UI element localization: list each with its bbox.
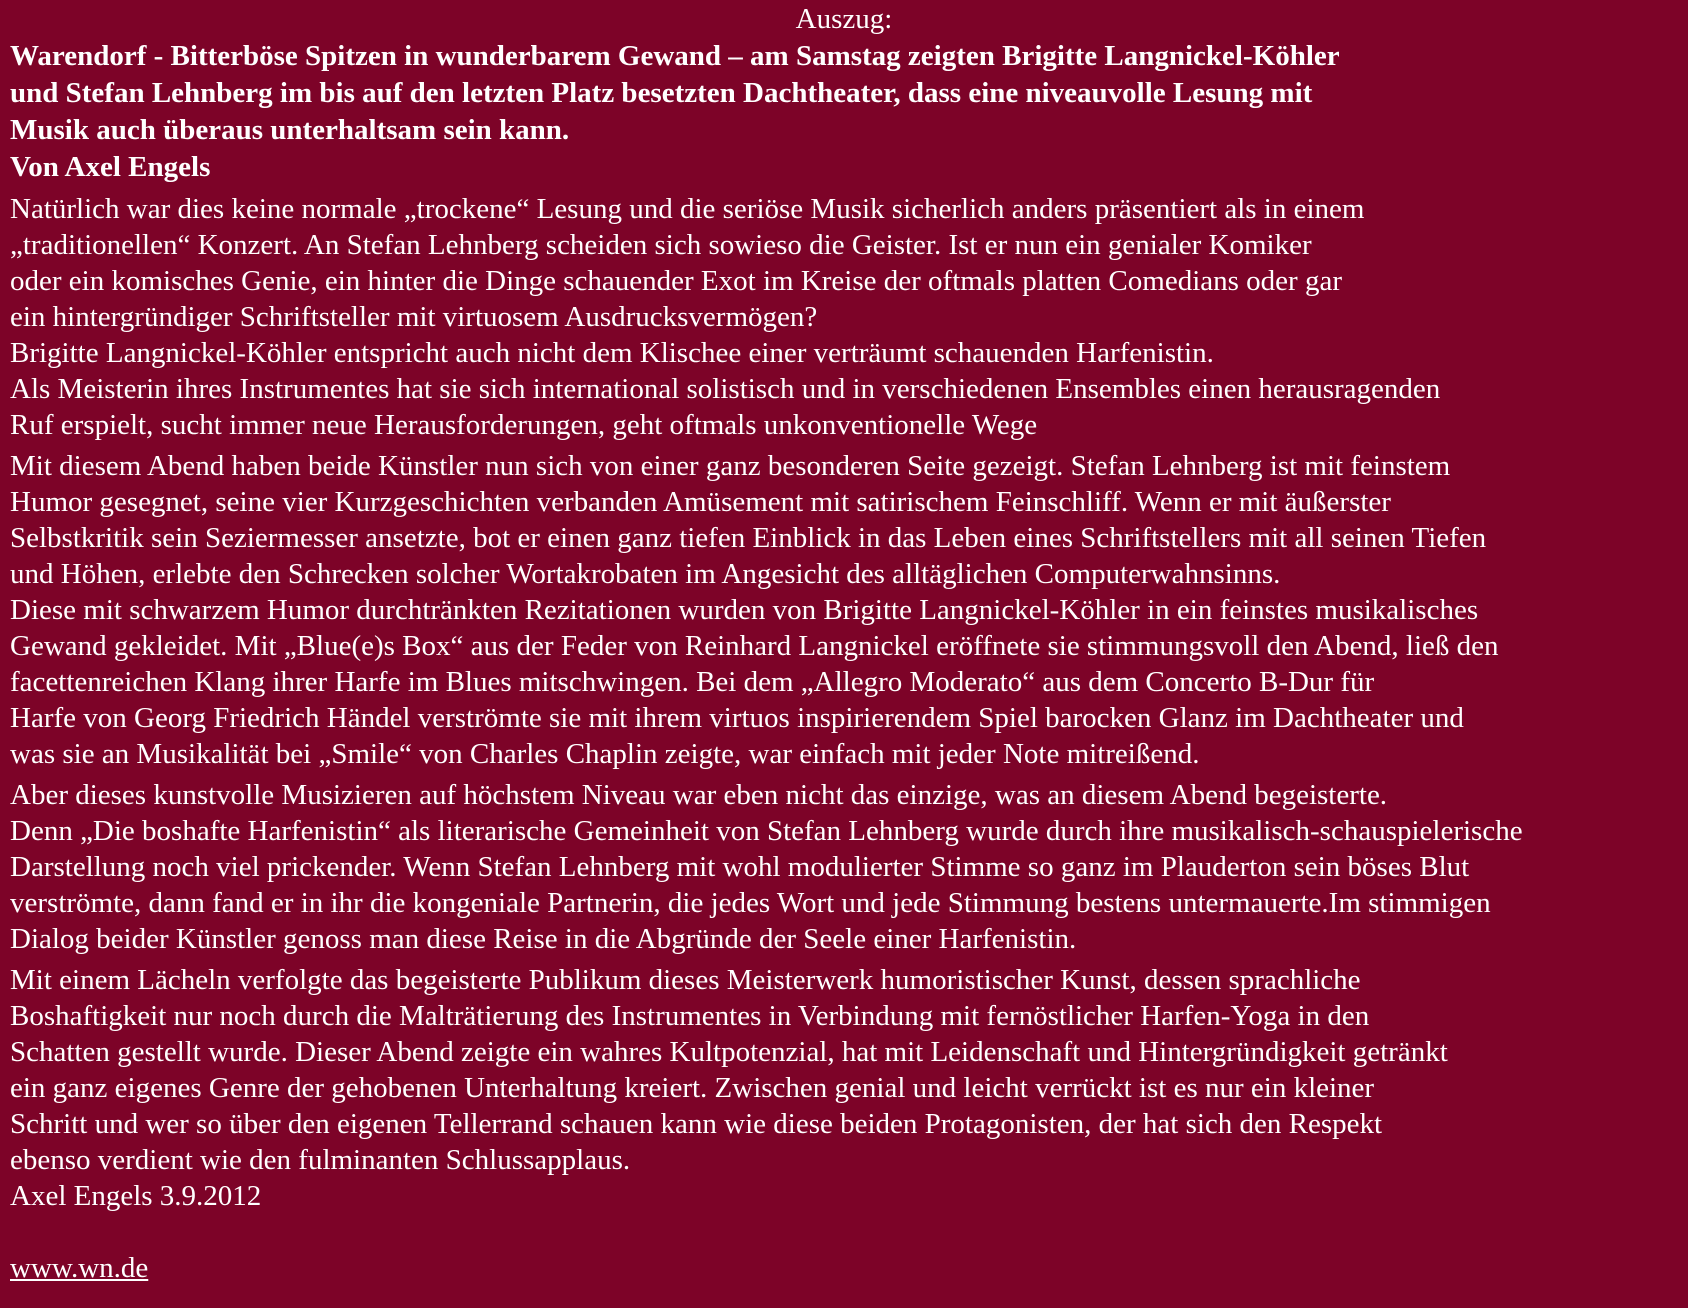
article-paragraph: [10, 962, 1678, 1286]
paragraph-line: Ruf erspielt, sucht immer neue Herausforderungen, geht oftmals unkonventionelle Wege: [10, 409, 1038, 441]
source-link-wrapper: [10, 1250, 1678, 1286]
article-paragraph: [10, 777, 1678, 957]
paragraph-line: ein hintergründiger Schriftsteller mit virtuosem Ausdrucksvermögen?: [10, 301, 818, 333]
article-lead: [10, 38, 1678, 186]
source-link[interactable]: www.wn.de: [10, 1252, 149, 1284]
author-byline: Von Axel Engels: [10, 151, 211, 183]
paragraph-line: Natürlich war dies keine normale „trockene“ Lesung und die seriöse Musik sicherlich anders präsentiert als in einem: [10, 193, 1365, 225]
spacer: [10, 1214, 1678, 1250]
lead-line: Musik auch überaus unterhaltsam sein kann.: [10, 114, 570, 146]
article-signature: Axel Engels 3.9.2012: [10, 1180, 262, 1212]
paragraph-line: Denn „Die boshafte Harfenistin“ als literarische Gemeinheit von Stefan Lehnberg wurde durch ihre musikalisch-schauspielerische: [10, 815, 1523, 847]
paragraph-line: ebenso verdient wie den fulminanten Schlussapplaus.: [10, 1144, 631, 1176]
paragraph-line: Diese mit schwarzem Humor durchtränkten Rezitationen wurden von Brigitte Langnickel-Köhler in ein feinstes musikalisches: [10, 594, 1479, 626]
paragraph-line: Boshaftigkeit nur noch durch die Malträtierung des Instrumentes in Verbindung mit fernöstlicher Harfen-Yoga in den: [10, 1000, 1370, 1032]
paragraph-line: facettenreichen Klang ihrer Harfe im Blues mitschwingen. Bei dem „Allegro Moderato“ aus dem Concerto B-Dur für: [10, 666, 1375, 698]
paragraph-line: Dialog beider Künstler genoss man diese Reise in die Abgründe der Seele einer Harfenistin.: [10, 923, 1077, 955]
paragraph-line: Brigitte Langnickel-Köhler entspricht auch nicht dem Klischee einer verträumt schauenden Harfenistin.: [10, 337, 1214, 369]
article-paragraph: [10, 191, 1678, 443]
paragraph-line: Als Meisterin ihres Instrumentes hat sie sich international solistisch und in verschiedenen Ensembles einen herausragenden: [10, 373, 1441, 405]
paragraph-line: Gewand gekleidet. Mit „Blue(e)s Box“ aus der Feder von Reinhard Langnickel eröffnete sie stimmungsvoll den Abend, ließ den: [10, 630, 1499, 662]
paragraph-line: und Höhen, erlebte den Schrecken solcher Wortakrobaten im Angesicht des alltäglichen Computerwahnsinns.: [10, 558, 1281, 590]
article-paragraph: [10, 448, 1678, 772]
paragraph-line: Schritt und wer so über den eigenen Tellerrand schauen kann wie diese beiden Protagonisten, der hat sich den Respekt: [10, 1108, 1383, 1140]
paragraph-line: Mit einem Lächeln verfolgte das begeisterte Publikum dieses Meisterwerk humoristischer Kunst, dessen sprachliche: [10, 964, 1361, 996]
paragraph-line: „traditionellen“ Konzert. An Stefan Lehnberg scheiden sich sowieso die Geister. Ist er nun ein genialer Komiker: [10, 229, 1312, 261]
paragraph-line: Darstellung noch viel prickender. Wenn Stefan Lehnberg mit wohl modulierter Stimme so ganz im Plauderton sein böses Blut: [10, 851, 1470, 883]
lead-line: und Stefan Lehnberg im bis auf den letzten Platz besetzten Dachtheater, dass eine niveauvolle Lesung mit: [10, 77, 1313, 109]
lead-line: Warendorf - Bitterböse Spitzen in wunderbarem Gewand – am Samstag zeigten Brigitte Langnickel-Köhler: [10, 40, 1340, 72]
paragraph-line: Harfe von Georg Friedrich Händel verströmte sie mit ihrem virtuos inspirierendem Spiel barocken Glanz im Dachtheater und: [10, 702, 1464, 734]
paragraph-line: ein ganz eigenes Genre der gehobenen Unterhaltung kreiert. Zwischen genial und leicht verrückt ist es nur ein kleiner: [10, 1072, 1375, 1104]
paragraph-line: Selbstkritik sein Seziermesser ansetzte, bot er einen ganz tiefen Einblick in das Leben eines Schriftstellers mit all seinen Tiefen: [10, 522, 1487, 554]
excerpt-heading: Auszug:: [795, 3, 893, 35]
paragraph-line: oder ein komisches Genie, ein hinter die Dinge schauender Exot im Kreise der oftmals platten Comedians oder gar: [10, 265, 1342, 297]
paragraph-line: Aber dieses kunstvolle Musizieren auf höchstem Niveau war eben nicht das einzige, was an diesem Abend begeisterte.: [10, 779, 1388, 811]
paragraph-line: Humor gesegnet, seine vier Kurzgeschichten verbanden Amüsement mit satirischem Feinschliff. Wenn er mit äußerster: [10, 486, 1391, 518]
paragraph-line: was sie an Musikalität bei „Smile“ von Charles Chaplin zeigte, war einfach mit jeder Note mitreißend.: [10, 738, 1200, 770]
paragraph-line: Mit diesem Abend haben beide Künstler nun sich von einer ganz besonderen Seite gezeigt. Stefan Lehnberg ist mit feinstem: [10, 450, 1451, 482]
paragraph-line: Schatten gestellt wurde. Dieser Abend zeigte ein wahres Kultpotenzial, hat mit Leidenschaft und Hintergründigkeit getränkt: [10, 1036, 1448, 1068]
paragraph-line: verströmte, dann fand er in ihr die kongeniale Partnerin, die jedes Wort und jede Stimmung bestens untermauerte.Im stimmigen: [10, 887, 1491, 919]
